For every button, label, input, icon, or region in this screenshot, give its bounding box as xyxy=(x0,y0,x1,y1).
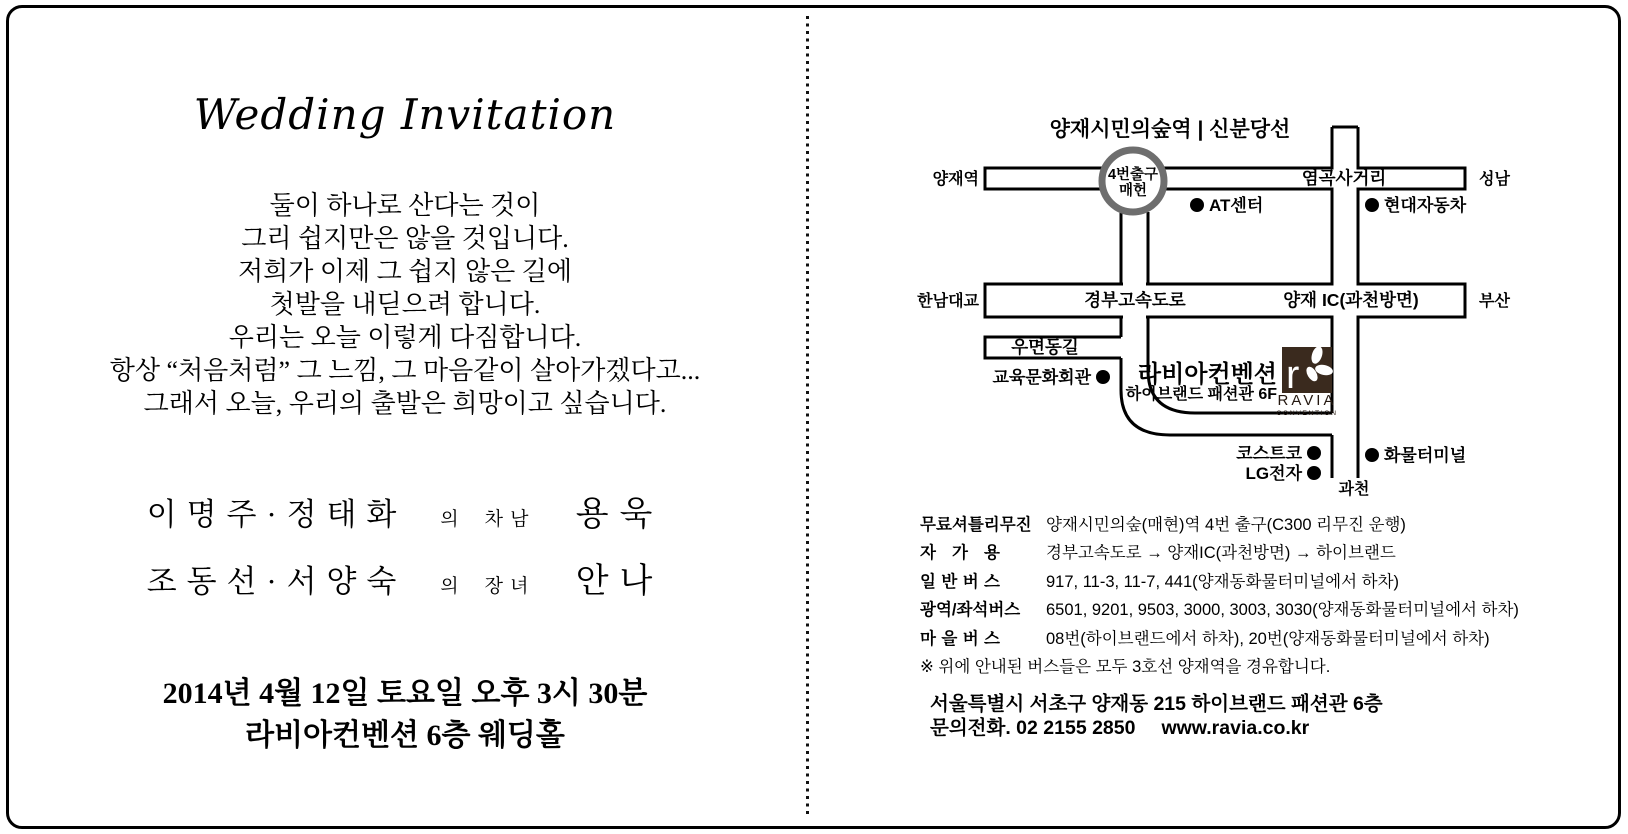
label-lg: LG전자 xyxy=(1245,464,1302,483)
direction-row-bus xyxy=(920,568,1625,596)
directions-block xyxy=(920,511,1625,740)
label-busan: 부산 xyxy=(1479,293,1510,310)
label-yangjae-ic: 양재 IC(과천방면) xyxy=(1283,290,1419,310)
direction-row-village-bus xyxy=(920,625,1625,653)
label-cargo-terminal: 화물터미널 xyxy=(1384,446,1467,465)
direction-label: 광역/좌석버스 xyxy=(920,601,1021,620)
label-costco: 코스트코 xyxy=(1236,444,1302,463)
poem-line: 항상 “처음처럼” 그 느낌, 그 마음같이 살아가겠다고... xyxy=(109,356,701,385)
label-umyeon: 우면동길 xyxy=(1011,337,1079,357)
left-panel xyxy=(20,0,790,834)
wedding-title: Wedding Invitation xyxy=(193,90,617,139)
direction-label: 무료셔틀리무진 xyxy=(920,516,1032,534)
website-url: www.ravia.co.kr xyxy=(1161,717,1310,740)
bride-parents-names: 조동선·서양숙 xyxy=(146,564,407,599)
poem-line: 그래서 오늘, 우리의 출발은 희망이고 싶습니다. xyxy=(143,389,667,418)
direction-row-express-bus xyxy=(920,596,1625,624)
bride-name: 안나 xyxy=(575,563,664,600)
bride-parents-row xyxy=(20,553,790,602)
label-hyundai: 현대자동차 xyxy=(1384,196,1467,215)
at-center-dot xyxy=(1190,198,1204,212)
groom-relation-label: 차남 xyxy=(484,509,536,530)
direction-value: 6501, 9201, 9503, 3000, 3003, 3030(양재동화물터미널에서 하차) xyxy=(1046,601,1519,620)
poem-line: 그리 쉽지만은 않을 것입니다. xyxy=(241,224,569,253)
direction-label: 마 을 버 스 xyxy=(920,629,1000,648)
map-venue-floor: 하이브랜드 패션관 6F xyxy=(1125,386,1277,403)
venue-address: 서울특별시 서초구 양재동 215 하이브랜드 패션관 6층 xyxy=(930,693,1383,716)
poem-line: 첫발을 내딛으려 합니다. xyxy=(269,290,541,319)
contact-line xyxy=(930,716,1625,740)
direction-row-car xyxy=(920,539,1625,567)
label-gyeongbu: 경부고속도로 xyxy=(1084,290,1186,310)
direction-value: 양재시민의숲(매현)역 4번 출구(C300 리무진 운행) xyxy=(1046,516,1406,534)
label-hannam: 한남대교 xyxy=(917,293,979,310)
poem-line: 우리는 오늘 이렇게 다짐합니다. xyxy=(228,323,582,352)
edu-center-dot xyxy=(1096,370,1110,384)
groom-parents-names: 이명주·정태화 xyxy=(146,497,407,532)
groom-name: 용욱 xyxy=(575,496,664,533)
label-gwacheon: 과천 xyxy=(1338,481,1370,498)
map-venue-name: 라비아컨벤션 xyxy=(1137,361,1277,388)
poem xyxy=(20,189,790,420)
exit-label-line1: 4번출구 xyxy=(1107,167,1159,183)
direction-value: 경부고속도로 → 양재IC(과천방면) → 하이브랜드 xyxy=(1046,544,1396,563)
map-title: 양재시민의숲역 | 신분당선 xyxy=(1049,118,1291,141)
dotted-divider xyxy=(806,16,809,818)
direction-value: 08번(하이브랜드에서 하차), 20번(양재동화물터미널에서 하차) xyxy=(1046,629,1490,648)
costco-dot xyxy=(1307,446,1321,460)
ravia-logo xyxy=(1276,345,1337,417)
wedding-datetime: 2014년 4월 12일 토요일 오후 3시 30분 xyxy=(162,677,648,710)
direction-label: 자 가 용 xyxy=(920,544,1000,563)
direction-label: 일 반 버 스 xyxy=(920,572,1000,591)
map-svg xyxy=(880,90,1620,502)
possessive-label: 의 xyxy=(440,576,459,597)
label-yeomgok: 염곡사거리 xyxy=(1301,168,1387,188)
ravia-logo-letter: r xyxy=(1286,353,1300,397)
groom-parents-row xyxy=(20,486,790,535)
road-top xyxy=(985,168,1465,189)
cargo-terminal-dot xyxy=(1365,448,1379,462)
ravia-logo-sub: CONVENTION xyxy=(1276,410,1338,417)
contact-phone: 문의전화. 02 2155 2850 xyxy=(930,717,1136,740)
label-yangjae-station: 양재역 xyxy=(932,171,979,188)
directions-note: ※ 위에 안내된 버스들은 모두 3호선 양재역을 경유합니다. xyxy=(920,657,1331,676)
poem-line: 둘이 하나로 산다는 것이 xyxy=(269,191,541,220)
label-seongnam: 성남 xyxy=(1479,171,1510,188)
location-map xyxy=(880,90,1620,507)
label-edu-center: 교육문화회관 xyxy=(992,368,1091,387)
bride-relation-label: 장녀 xyxy=(484,576,536,597)
exit-label-line2: 매헌 xyxy=(1118,183,1148,199)
label-at-center: AT센터 xyxy=(1209,196,1264,215)
ravia-logo-word: RAVIA xyxy=(1277,392,1337,409)
possessive-label: 의 xyxy=(440,509,459,530)
wedding-venue: 라비아컨벤션 6층 웨딩홀 xyxy=(245,719,565,752)
poem-line: 저희가 이제 그 쉽지 않은 길에 xyxy=(238,257,572,286)
direction-row-shuttle xyxy=(920,511,1625,539)
direction-value: 917, 11-3, 11-7, 441(양재동화물터미널에서 하차) xyxy=(1046,572,1400,591)
lg-dot xyxy=(1307,466,1321,480)
hyundai-dot xyxy=(1365,198,1379,212)
